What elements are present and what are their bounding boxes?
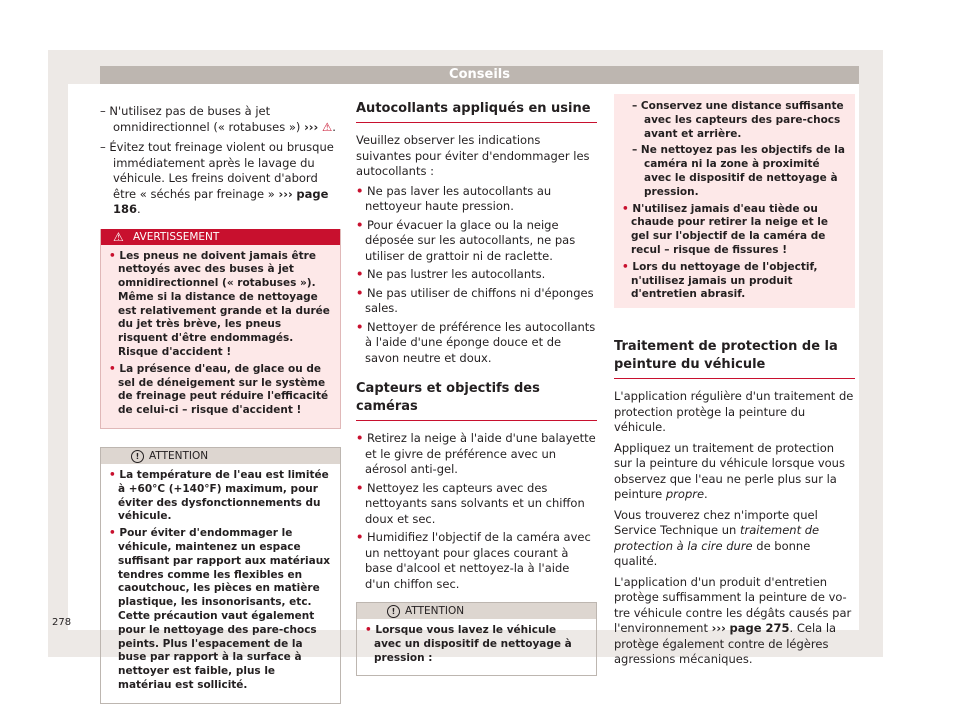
attention-label: ATTENTION — [149, 450, 209, 463]
attention-item — [365, 624, 586, 665]
emphasis-text: traitement de protection à la cire dure — [614, 523, 820, 553]
list-item — [356, 481, 597, 528]
attention-box — [100, 447, 341, 704]
warning-item — [109, 250, 330, 360]
bullet-icon: • — [356, 267, 364, 281]
paragraph: L'application régulière d'un traitement de protection protège la peinture du véhicule. — [614, 389, 854, 435]
bullet-icon: • — [356, 431, 364, 445]
page-reference[interactable]: page 186 — [113, 186, 329, 216]
bullet-icon: • — [356, 530, 364, 544]
list-item-text: Nettoyez les capteurs avec des nettoyants sans solvants et un chiffon doux et sec. — [365, 480, 585, 526]
attention-item-text: La température de l'eau est limitée à +60°C (+140°F) maximum, pour éviter des dysfonctionnements du véhicule. — [118, 469, 329, 523]
emphasis-text: propre — [665, 487, 705, 502]
attention-label: ATTENTION — [405, 605, 465, 617]
list-item-text: Ne pas laver les autocollants au nettoyeur haute pression. — [365, 183, 552, 213]
list-item — [356, 267, 597, 283]
paragraph — [614, 575, 855, 668]
page-number: 278 — [52, 617, 72, 628]
warning-box — [100, 229, 341, 430]
warning-header — [101, 229, 340, 245]
bullet-list — [356, 184, 597, 367]
attention-body — [357, 619, 596, 675]
attention-item-text: N'utilisez jamais d'eau tiède ou chaude pour retirer la neige et le gel sur l'objectif de la caméra de recul – risque de fissures ! — [631, 202, 828, 256]
list-item — [356, 320, 597, 367]
warning-icon: ⚠ — [321, 119, 333, 134]
attention-item — [622, 203, 847, 258]
list-item — [356, 184, 597, 215]
list-item-text: Retirez la neige à l'aide d'une balayette et le givre de préférence avec un aérosol anti-gel. — [365, 431, 596, 476]
attention-item — [109, 527, 330, 693]
bullet-icon: • — [356, 285, 364, 300]
list-item-text: Ne pas lustrer les autocollants. — [367, 267, 546, 281]
paragraph — [614, 508, 855, 570]
warning-item-text: La présence d'eau, de glace ou de sel de déneigement sur le système de freinage peut réduire l'efficacité de celui-ci – risque d'accident ! — [118, 362, 329, 417]
column-1 — [100, 102, 341, 704]
attention-continued-box — [614, 94, 855, 308]
sub-list-item: – Ne nettoyez pas les objectifs de la caméra ni la zone à proximité avec le dispositif de nettoyage à pression. — [632, 144, 845, 198]
bullet-icon: • — [622, 202, 629, 215]
warning-body — [101, 245, 340, 429]
bullet-icon: • — [109, 362, 116, 375]
warning-item-text: Les pneus ne doivent jamais être nettoyés avec des buses à jet omnidirectionnel (« rotabuses »). Même si la distance de nettoyage est relativement grande et la durée du jet très brève, les pneus risquent d'être endommagés. Risque d'accident ! — [118, 249, 330, 359]
attention-header — [101, 448, 340, 464]
list-item-text: Humidifiez l'objectif de la caméra avec un nettoyant pour glaces courant à base d'alcool et nettoyez-la à l'aide d'un chiffon sec. — [365, 530, 591, 591]
bullet-icon: • — [109, 249, 116, 262]
list-item — [356, 218, 597, 265]
warning-label: AVERTISSEMENT — [133, 230, 220, 243]
attention-box — [356, 602, 597, 676]
dash-suffix: . — [137, 202, 141, 216]
list-item — [356, 431, 597, 478]
list-item-text: Ne pas utiliser de chiffons ni d'éponges sales. — [365, 285, 594, 315]
info-icon: ! — [131, 450, 144, 463]
page-header — [100, 66, 859, 84]
intro-text: Veuillez observer les indications suivantes pour éviter d'endommager les autocollants : — [356, 133, 590, 178]
bullet-icon: • — [109, 469, 116, 482]
arrow-link[interactable]: ››› — [304, 119, 319, 134]
list-item-text: Pour évacuer la glace ou la neige déposée sur les autocollants, ne pas utiliser de grattoir ni de raclette. — [365, 217, 576, 263]
attention-item — [109, 469, 330, 524]
paragraph-text: Appliquez un traitement de protection sur la peinture du véhicule lorsque vous observez que l'eau ne perle plus sur la peinture — [614, 440, 845, 502]
paragraph-text: . — [704, 487, 708, 502]
arrow-link[interactable]: ››› — [278, 186, 293, 201]
paragraph — [614, 441, 855, 503]
paragraph-text: . Cela la protège également contre de légères agressions mécaniques. — [614, 621, 837, 667]
sub-list-text: Ne nettoyez pas les objectifs de la caméra ni la zone à proximité avec le dispositif de nettoyage à pression. — [640, 144, 845, 198]
list-item — [356, 530, 597, 592]
bullet-icon: • — [622, 260, 629, 273]
paragraph-text: de bonne qualité. — [614, 538, 811, 569]
warning-item — [109, 363, 330, 418]
warning-triangle-icon: ⚠ — [113, 229, 124, 244]
paragraph-text: Vous trouverez chez n'importe quel Service Technique un — [614, 507, 818, 538]
dash-text: N'utilisez pas de buses à jet omnidirectionnel (« rotabuses ») — [109, 104, 301, 134]
attention-item-text: Lorsque vous lavez le véhicule avec un dispositif de nettoyage à pression : — [374, 624, 572, 664]
info-icon: ! — [387, 605, 400, 618]
bullet-list — [356, 431, 597, 592]
attention-header — [357, 603, 596, 619]
bullet-icon: • — [356, 480, 364, 495]
attention-item — [622, 261, 847, 302]
column-3 — [614, 94, 855, 668]
bullet-icon: • — [109, 527, 116, 540]
list-item — [356, 286, 597, 317]
sub-list-item: – Conservez une distance suffisante avec les capteurs des pare-chocs avant et arrière. — [632, 100, 844, 140]
page-content — [68, 84, 859, 692]
attention-body — [101, 464, 340, 703]
attention-item-text: Lors du nettoyage de l'objectif, n'utilisez jamais un produit d'entretien abrasif. — [631, 260, 818, 301]
section-title: Autocollants appliqués en usine — [356, 100, 597, 123]
header-title: Conseils — [449, 67, 510, 82]
dash-suffix: . — [332, 119, 336, 134]
section-title: Capteurs et objectifs des caméras — [356, 380, 597, 421]
list-item-text: Nettoyer de préférence les autocollants à l'aide d'une éponge douce et de savon neutre et doux. — [365, 319, 596, 365]
paragraph-text: L'application d'un produit d'entretien protège suffisamment la peinture de votre véhicule contre les dégâts causés par l'environnement — [614, 574, 852, 636]
bullet-icon: • — [356, 183, 364, 198]
list-item: – Évitez tout freinage violent ou brusque immédiatement après le lavage du véhicule. Les freins doivent d'abord être « séchés par freinage » ››› page 186. — [100, 140, 334, 216]
column-2 — [356, 100, 597, 676]
page-reference[interactable]: page 275 — [729, 621, 790, 636]
dash-text: Évitez tout freinage violent ou brusque immédiatement après le lavage du véhicule. Les freins doivent d'abord être « séchés par freinage » — [109, 140, 334, 201]
arrow-link[interactable]: ››› — [711, 621, 726, 636]
bullet-icon: • — [356, 319, 364, 334]
section-title: Traitement de protection de la peinture du véhicule — [614, 338, 855, 379]
list-item: – N'utilisez pas de buses à jet omnidirectionnel (« rotabuses ») ››› ⚠. — [100, 104, 336, 134]
attention-item-text: Pour éviter d'endommager le véhicule, maintenez un espace suffisant par rapport aux matériaux tendres comme les flexibles en caoutchouc, les pièces en matière plastique, les insonorisants, etc. Cette précaution vaut également pour le nettoyage des pare-chocs peints. Plus l'espacement de la buse par rapport à la surface à nettoyer est faible, plus le matériau est sollicité. — [118, 527, 330, 692]
bullet-icon: • — [365, 624, 372, 636]
bullet-icon: • — [356, 217, 364, 232]
sub-list-text: Conservez une distance suffisante avec les capteurs des pare-chocs avant et arrière. — [640, 100, 844, 140]
